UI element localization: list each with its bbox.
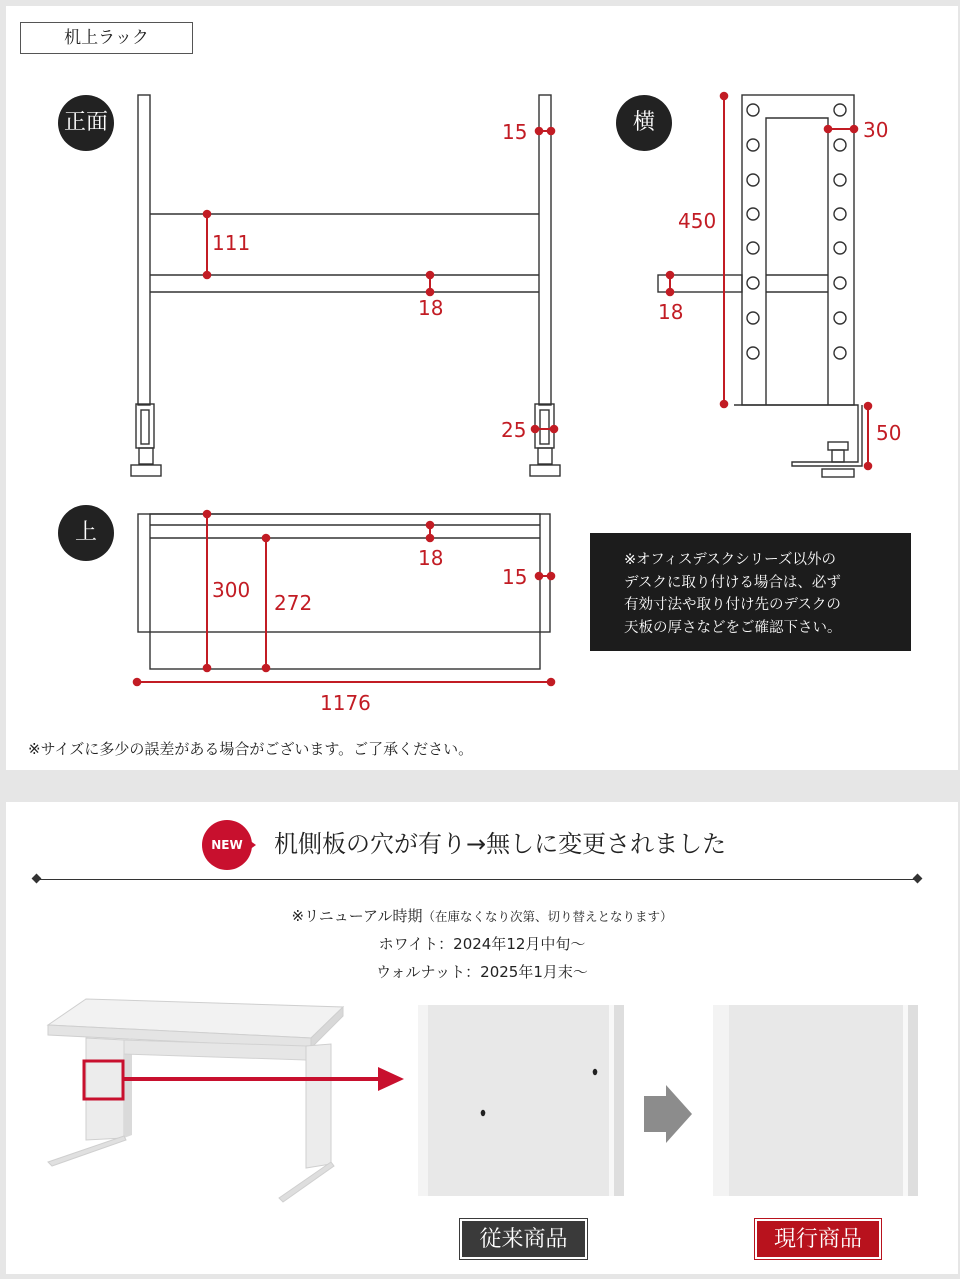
rack-drawing: [6, 6, 958, 770]
panel-hole: [481, 1110, 486, 1116]
renewal-main: ※リニューアル時期: [291, 907, 423, 925]
top-outer: [138, 514, 550, 632]
top-shelf: [150, 514, 540, 669]
dim-front-clamp: 25: [501, 418, 527, 442]
side-view-badge: 横: [616, 95, 672, 151]
dim-top-side: 15: [502, 565, 528, 589]
front-left-post: [138, 95, 150, 405]
front-view-badge: 正面: [58, 95, 114, 151]
dim-front-top: 15: [502, 120, 528, 144]
dim-front-shelf-gap: 111: [212, 231, 251, 255]
white-schedule: ホワイト：2024年12月中旬〜: [378, 935, 586, 953]
dim-top-depth: 300: [212, 578, 251, 602]
gray-arrow: [644, 1085, 692, 1143]
change-illustration: [6, 802, 958, 1222]
new-side-panel: [713, 1005, 918, 1196]
dim-top-shelf: 18: [418, 546, 444, 570]
front-right-post: [539, 95, 551, 405]
note-line: ※オフィスデスクシリーズ以外の: [624, 552, 836, 568]
dim-side-top: 30: [863, 118, 889, 142]
dim-top-inner-depth: 272: [274, 591, 313, 615]
panel-hole: [593, 1069, 598, 1075]
dim-top-width: 1176: [320, 691, 371, 715]
renewal-paren: （在庫なくなり次第、切り替えとなります）: [422, 909, 673, 924]
change-notice-panel: [6, 802, 958, 1274]
dim-side-height: 450: [678, 209, 717, 233]
note-line: 天板の厚さなどをご確認下さい。: [624, 619, 842, 636]
old-product-label: 従来商品: [460, 1219, 587, 1259]
size-footnote: ※サイズに多少の誤差がある場合がございます。ご了承ください。: [28, 740, 474, 758]
new-badge: NEW: [202, 820, 252, 870]
change-heading-text: 机側板の穴が有り→無しに変更されました: [274, 830, 727, 858]
note-line: 有効寸法や取り付け先のデスクの: [624, 597, 841, 613]
rack-title: 机上ラック: [20, 22, 193, 54]
rack-dimensions-panel: [6, 6, 958, 770]
note-line: デスクに取り付ける場合は、必ず: [624, 574, 841, 591]
peg-holes: [747, 104, 846, 359]
dim-side-shelf: 18: [658, 300, 684, 324]
dim-front-shelf-thick: 18: [418, 296, 444, 320]
current-product-label: 現行商品: [755, 1219, 881, 1259]
caution-note: [590, 533, 911, 651]
walnut-schedule: ウォルナット：2025年1月末〜: [376, 963, 588, 981]
dim-side-clamp: 50: [876, 421, 902, 445]
top-view-badge: 上: [58, 505, 114, 561]
desk-illustration: [48, 999, 404, 1202]
side-clamp: [734, 405, 862, 466]
red-arrow-head: [378, 1067, 404, 1091]
old-side-panel: [418, 1005, 624, 1196]
